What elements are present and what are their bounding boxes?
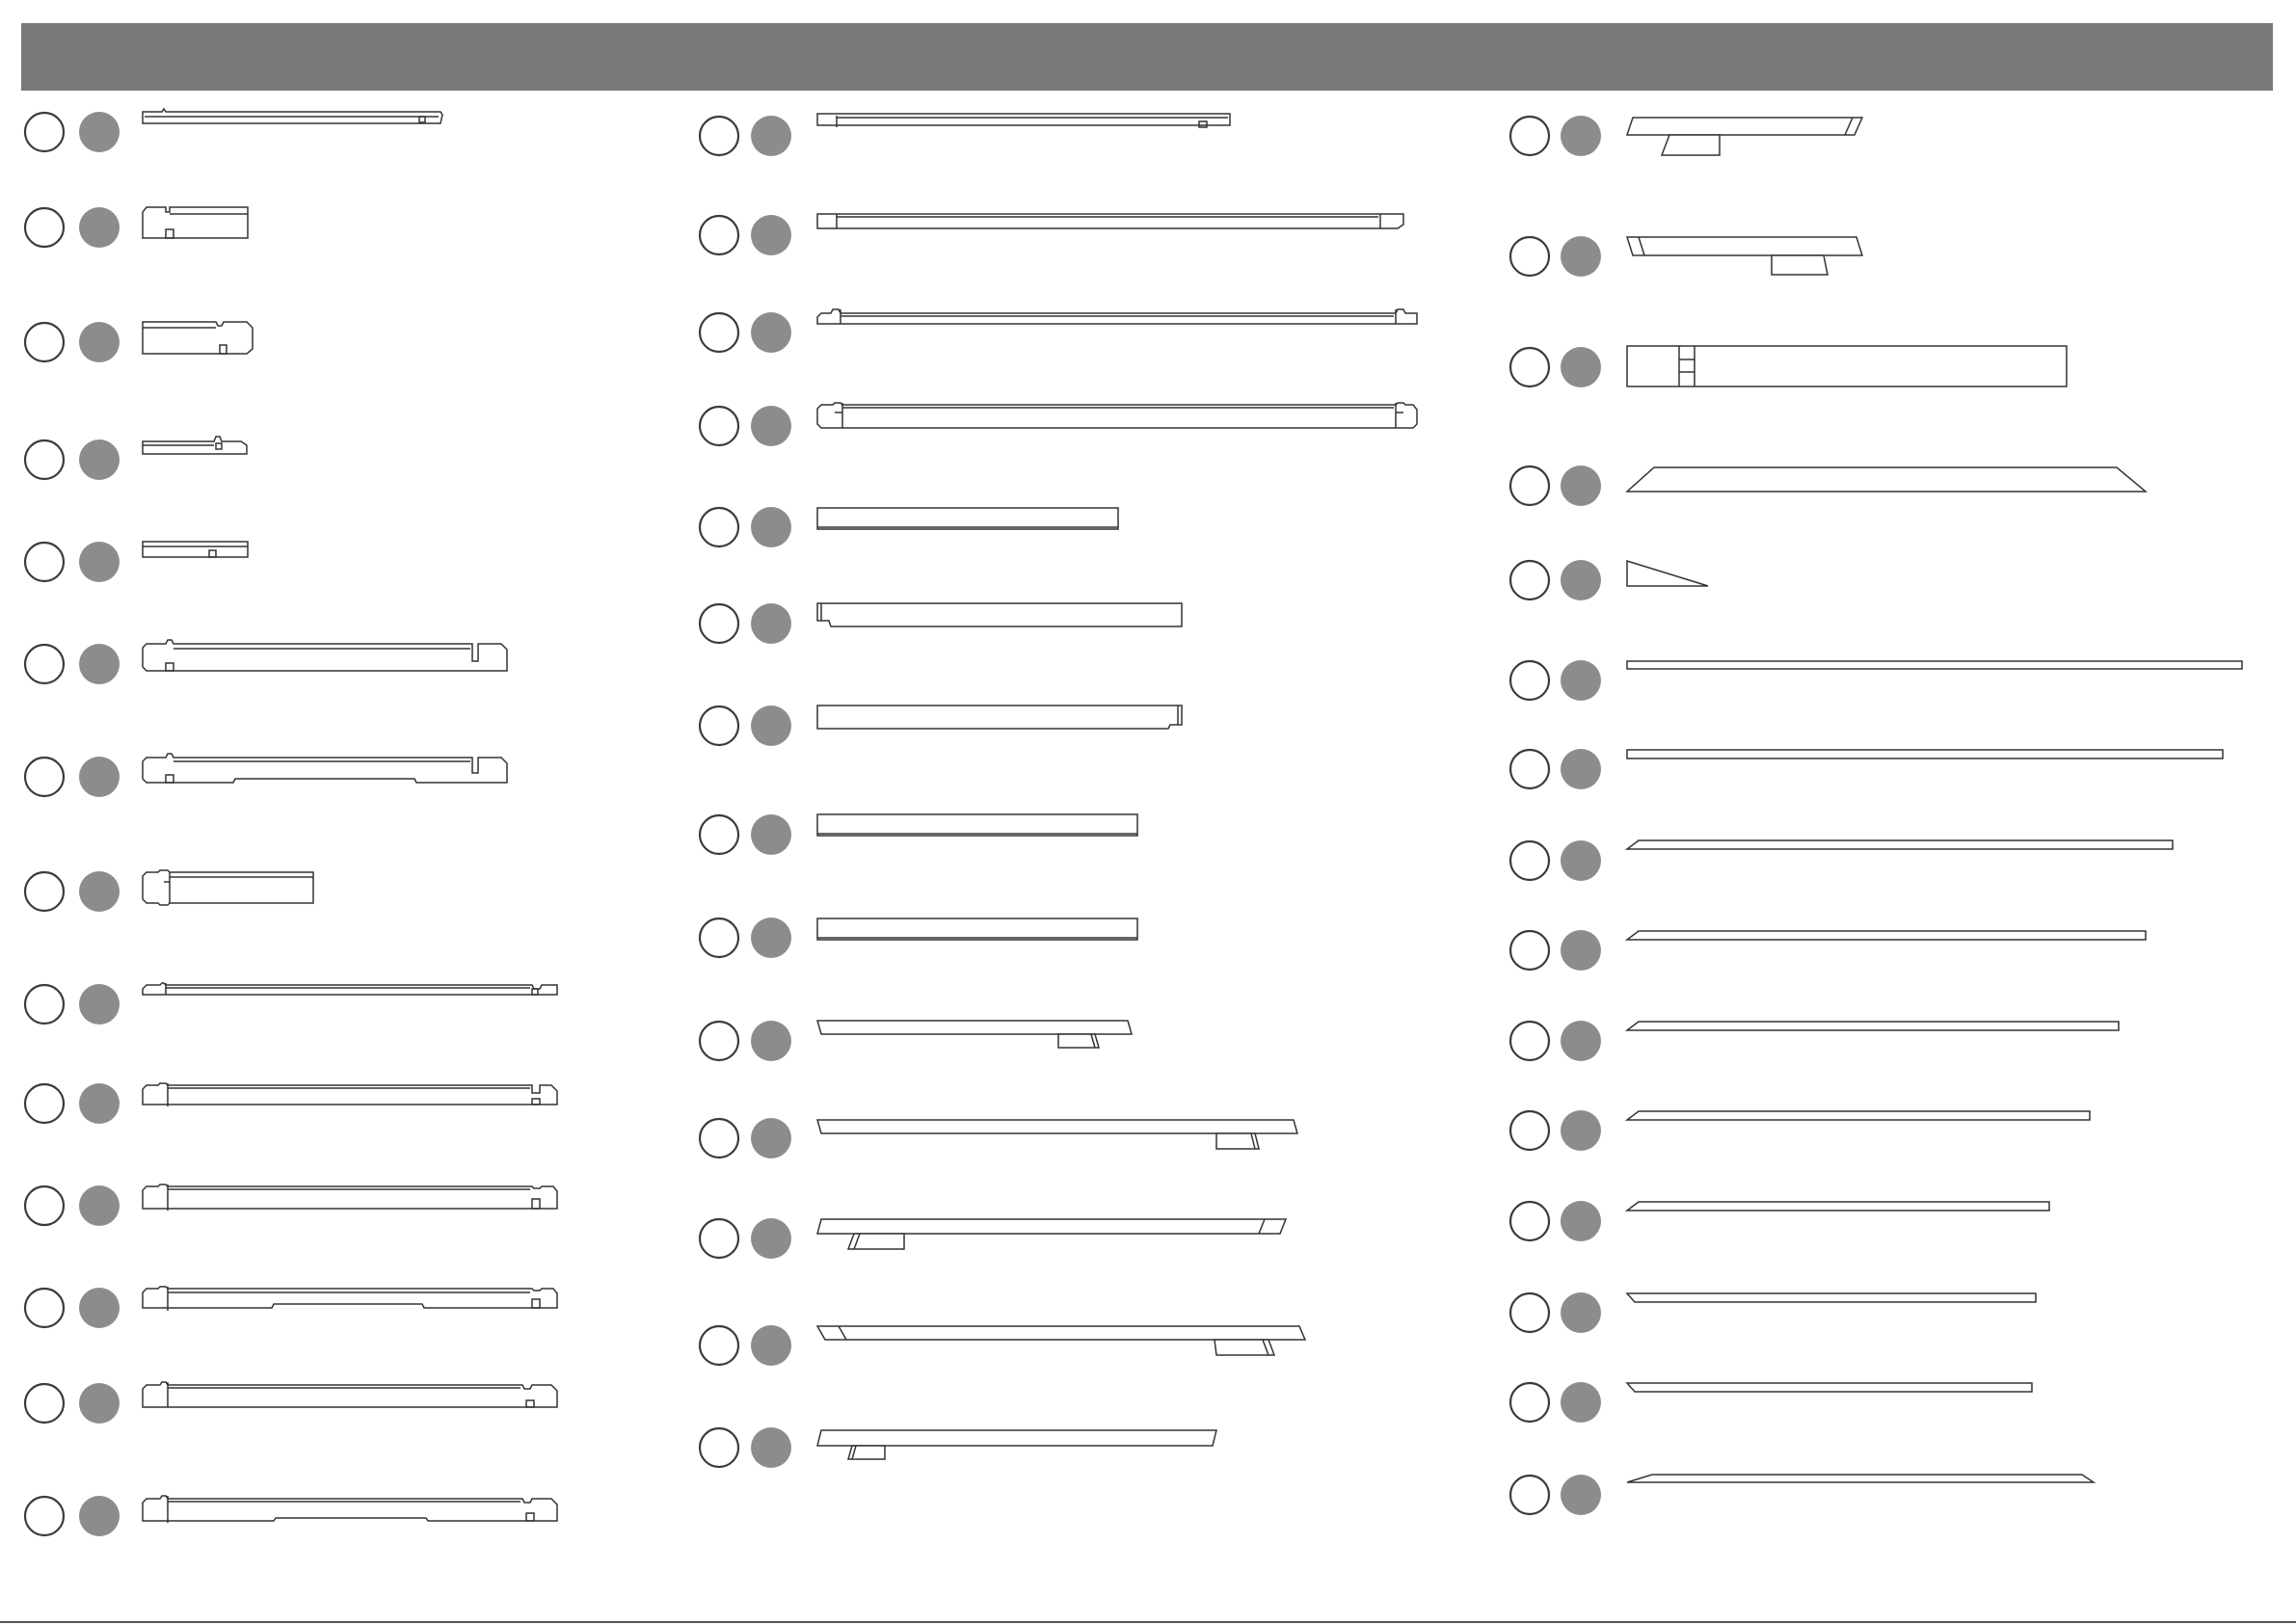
part-row xyxy=(25,1496,557,1536)
part-outline xyxy=(1627,1022,2119,1030)
part-outline xyxy=(1627,1383,2032,1392)
quantity-badge xyxy=(1561,347,1601,387)
part-number-badge xyxy=(25,1384,64,1423)
quantity-badge xyxy=(79,439,120,480)
quantity-badge xyxy=(1561,660,1601,701)
part-number-badge xyxy=(700,815,738,854)
part-row xyxy=(700,1427,1216,1468)
quantity-badge xyxy=(751,706,791,746)
part-outline xyxy=(1627,1293,2036,1302)
part-number-badge xyxy=(700,706,738,745)
quantity-badge xyxy=(751,814,791,855)
part-row xyxy=(25,754,507,797)
part-row xyxy=(25,207,248,248)
part-outline xyxy=(817,1021,1132,1048)
part-row xyxy=(700,309,1417,353)
part-row xyxy=(1510,1021,2119,1061)
part-outline xyxy=(143,1185,557,1211)
quantity-badge xyxy=(751,918,791,958)
part-outline xyxy=(817,309,1417,324)
quantity-badge xyxy=(1561,1021,1601,1061)
quantity-badge xyxy=(1561,466,1601,506)
part-outline xyxy=(817,114,1230,127)
part-row xyxy=(25,1287,557,1328)
part-outline xyxy=(143,1083,557,1106)
part-outline xyxy=(1627,750,2223,759)
part-number-badge xyxy=(700,407,738,445)
part-number-badge xyxy=(700,918,738,957)
quantity-badge xyxy=(751,406,791,446)
part-number-badge xyxy=(25,1497,64,1535)
quantity-badge xyxy=(79,112,120,152)
part-outline xyxy=(817,1219,1286,1249)
quantity-badge xyxy=(79,207,120,248)
part-row xyxy=(700,1325,1305,1366)
part-row xyxy=(700,1021,1132,1061)
part-row xyxy=(1510,749,2223,789)
part-number-badge xyxy=(1510,931,1549,970)
part-outline xyxy=(143,640,507,671)
part-number-badge xyxy=(700,313,738,352)
quantity-badge xyxy=(1561,1475,1601,1515)
part-number-badge xyxy=(25,543,64,581)
part-number-badge xyxy=(1510,561,1549,599)
part-outline xyxy=(1627,561,1708,586)
part-row xyxy=(1510,560,1708,600)
quantity-badge xyxy=(1561,116,1601,156)
right-column xyxy=(1510,116,2242,1515)
part-row xyxy=(25,322,253,362)
quantity-badge xyxy=(751,116,791,156)
part-outline xyxy=(143,1287,557,1311)
part-row xyxy=(1510,1475,2094,1515)
part-number-badge xyxy=(25,872,64,911)
part-number-badge xyxy=(1510,1383,1549,1422)
quantity-badge xyxy=(79,1288,120,1328)
part-outline xyxy=(817,814,1137,836)
part-row xyxy=(1510,116,1862,156)
part-row xyxy=(25,109,442,152)
part-outline xyxy=(1627,237,1862,275)
quantity-badge xyxy=(1561,1292,1601,1333)
part-outline xyxy=(1627,346,2067,386)
part-number-badge xyxy=(25,645,64,683)
part-row xyxy=(700,507,1118,547)
part-row xyxy=(1510,236,1862,277)
part-row xyxy=(700,918,1137,958)
quantity-badge xyxy=(1561,1382,1601,1423)
part-row xyxy=(1510,930,2146,971)
footer-rule xyxy=(0,1621,2296,1623)
quantity-badge xyxy=(751,1218,791,1259)
part-outline xyxy=(1627,1475,2094,1482)
part-row xyxy=(700,1118,1297,1158)
part-row xyxy=(25,1185,557,1226)
part-number-badge xyxy=(25,440,64,479)
quantity-badge xyxy=(1561,930,1601,971)
part-outline xyxy=(143,983,557,995)
part-row xyxy=(1510,1110,2090,1151)
quantity-badge xyxy=(751,1325,791,1366)
quantity-badge xyxy=(751,312,791,353)
part-outline xyxy=(817,603,1182,626)
part-number-badge xyxy=(1510,661,1549,700)
part-number-badge xyxy=(25,113,64,151)
quantity-badge xyxy=(1561,749,1601,789)
part-row xyxy=(1510,466,2146,506)
quantity-badge xyxy=(751,1427,791,1468)
quantity-badge xyxy=(751,507,791,547)
part-row xyxy=(700,114,1230,156)
part-outline xyxy=(143,1496,557,1523)
part-row xyxy=(1510,1201,2049,1241)
part-row xyxy=(25,640,507,684)
part-outline xyxy=(1627,661,2242,669)
quantity-badge xyxy=(1561,1201,1601,1241)
part-outline xyxy=(1627,118,1862,155)
part-number-badge xyxy=(25,758,64,796)
quantity-badge xyxy=(79,542,120,582)
quantity-badge xyxy=(79,644,120,684)
part-row xyxy=(25,1083,557,1124)
quantity-badge xyxy=(751,603,791,644)
part-row xyxy=(700,403,1417,446)
quantity-badge xyxy=(79,1383,120,1424)
part-outline xyxy=(143,1382,557,1407)
part-number-badge xyxy=(25,1084,64,1123)
part-number-badge xyxy=(1510,117,1549,155)
quantity-badge xyxy=(79,322,120,362)
part-outline xyxy=(143,870,313,905)
part-row xyxy=(1510,1292,2036,1333)
part-number-badge xyxy=(1510,1111,1549,1150)
part-number-badge xyxy=(1510,466,1549,505)
part-row xyxy=(25,983,557,1025)
part-row xyxy=(1510,660,2242,701)
part-outline xyxy=(1627,840,2173,849)
part-number-badge xyxy=(25,1289,64,1327)
quantity-badge xyxy=(751,215,791,255)
part-outline xyxy=(817,918,1137,940)
part-outline xyxy=(143,437,247,454)
part-row xyxy=(700,814,1137,855)
quantity-badge xyxy=(751,1118,791,1158)
part-outline xyxy=(143,322,253,354)
part-outline xyxy=(817,403,1417,428)
part-outline xyxy=(1627,931,2146,940)
part-row xyxy=(25,870,313,912)
middle-column xyxy=(700,114,1417,1468)
part-outline xyxy=(143,109,442,123)
part-number-badge xyxy=(1510,1476,1549,1514)
quantity-badge xyxy=(1561,840,1601,881)
part-row xyxy=(1510,1382,2032,1423)
part-row xyxy=(25,437,247,480)
part-number-badge xyxy=(700,508,738,546)
part-outline xyxy=(1627,1111,2090,1120)
part-number-badge xyxy=(1510,237,1549,276)
quantity-badge xyxy=(1561,236,1601,277)
quantity-badge xyxy=(79,871,120,912)
part-outline xyxy=(143,207,248,238)
quantity-badge xyxy=(79,984,120,1025)
quantity-badge xyxy=(751,1021,791,1061)
part-number-badge xyxy=(700,1326,738,1365)
quantity-badge xyxy=(79,1185,120,1226)
part-row xyxy=(1510,840,2173,881)
part-outline xyxy=(817,214,1403,228)
part-row xyxy=(700,603,1182,644)
part-outline xyxy=(143,754,507,783)
part-outline xyxy=(817,1430,1216,1459)
part-row xyxy=(25,1382,557,1424)
part-row xyxy=(700,706,1182,746)
left-column xyxy=(25,109,557,1536)
part-number-badge xyxy=(700,117,738,155)
part-number-badge xyxy=(1510,750,1549,788)
part-row xyxy=(700,214,1403,255)
part-number-badge xyxy=(1510,1293,1549,1332)
part-number-badge xyxy=(700,1219,738,1258)
part-number-badge xyxy=(25,985,64,1024)
part-number-badge xyxy=(700,1022,738,1060)
part-outline xyxy=(143,542,248,557)
quantity-badge xyxy=(79,1083,120,1124)
part-outline xyxy=(817,508,1118,529)
part-number-badge xyxy=(25,1186,64,1225)
part-outline xyxy=(817,1120,1297,1149)
part-number-badge xyxy=(1510,841,1549,880)
quantity-badge xyxy=(1561,560,1601,600)
part-outline xyxy=(1627,1202,2049,1211)
part-number-badge xyxy=(1510,1202,1549,1240)
part-row xyxy=(700,1218,1286,1259)
part-row xyxy=(25,542,248,582)
part-row xyxy=(1510,346,2067,387)
part-number-badge xyxy=(25,208,64,247)
part-number-badge xyxy=(1510,1022,1549,1060)
part-number-badge xyxy=(700,1428,738,1467)
quantity-badge xyxy=(79,757,120,797)
part-number-badge xyxy=(700,216,738,254)
part-number-badge xyxy=(700,604,738,643)
part-number-badge xyxy=(1510,348,1549,386)
part-outline xyxy=(1627,467,2146,492)
quantity-badge xyxy=(79,1496,120,1536)
part-outline xyxy=(817,1326,1305,1355)
part-outline xyxy=(817,706,1182,729)
part-number-badge xyxy=(700,1119,738,1158)
quantity-badge xyxy=(1561,1110,1601,1151)
part-number-badge xyxy=(25,323,64,361)
